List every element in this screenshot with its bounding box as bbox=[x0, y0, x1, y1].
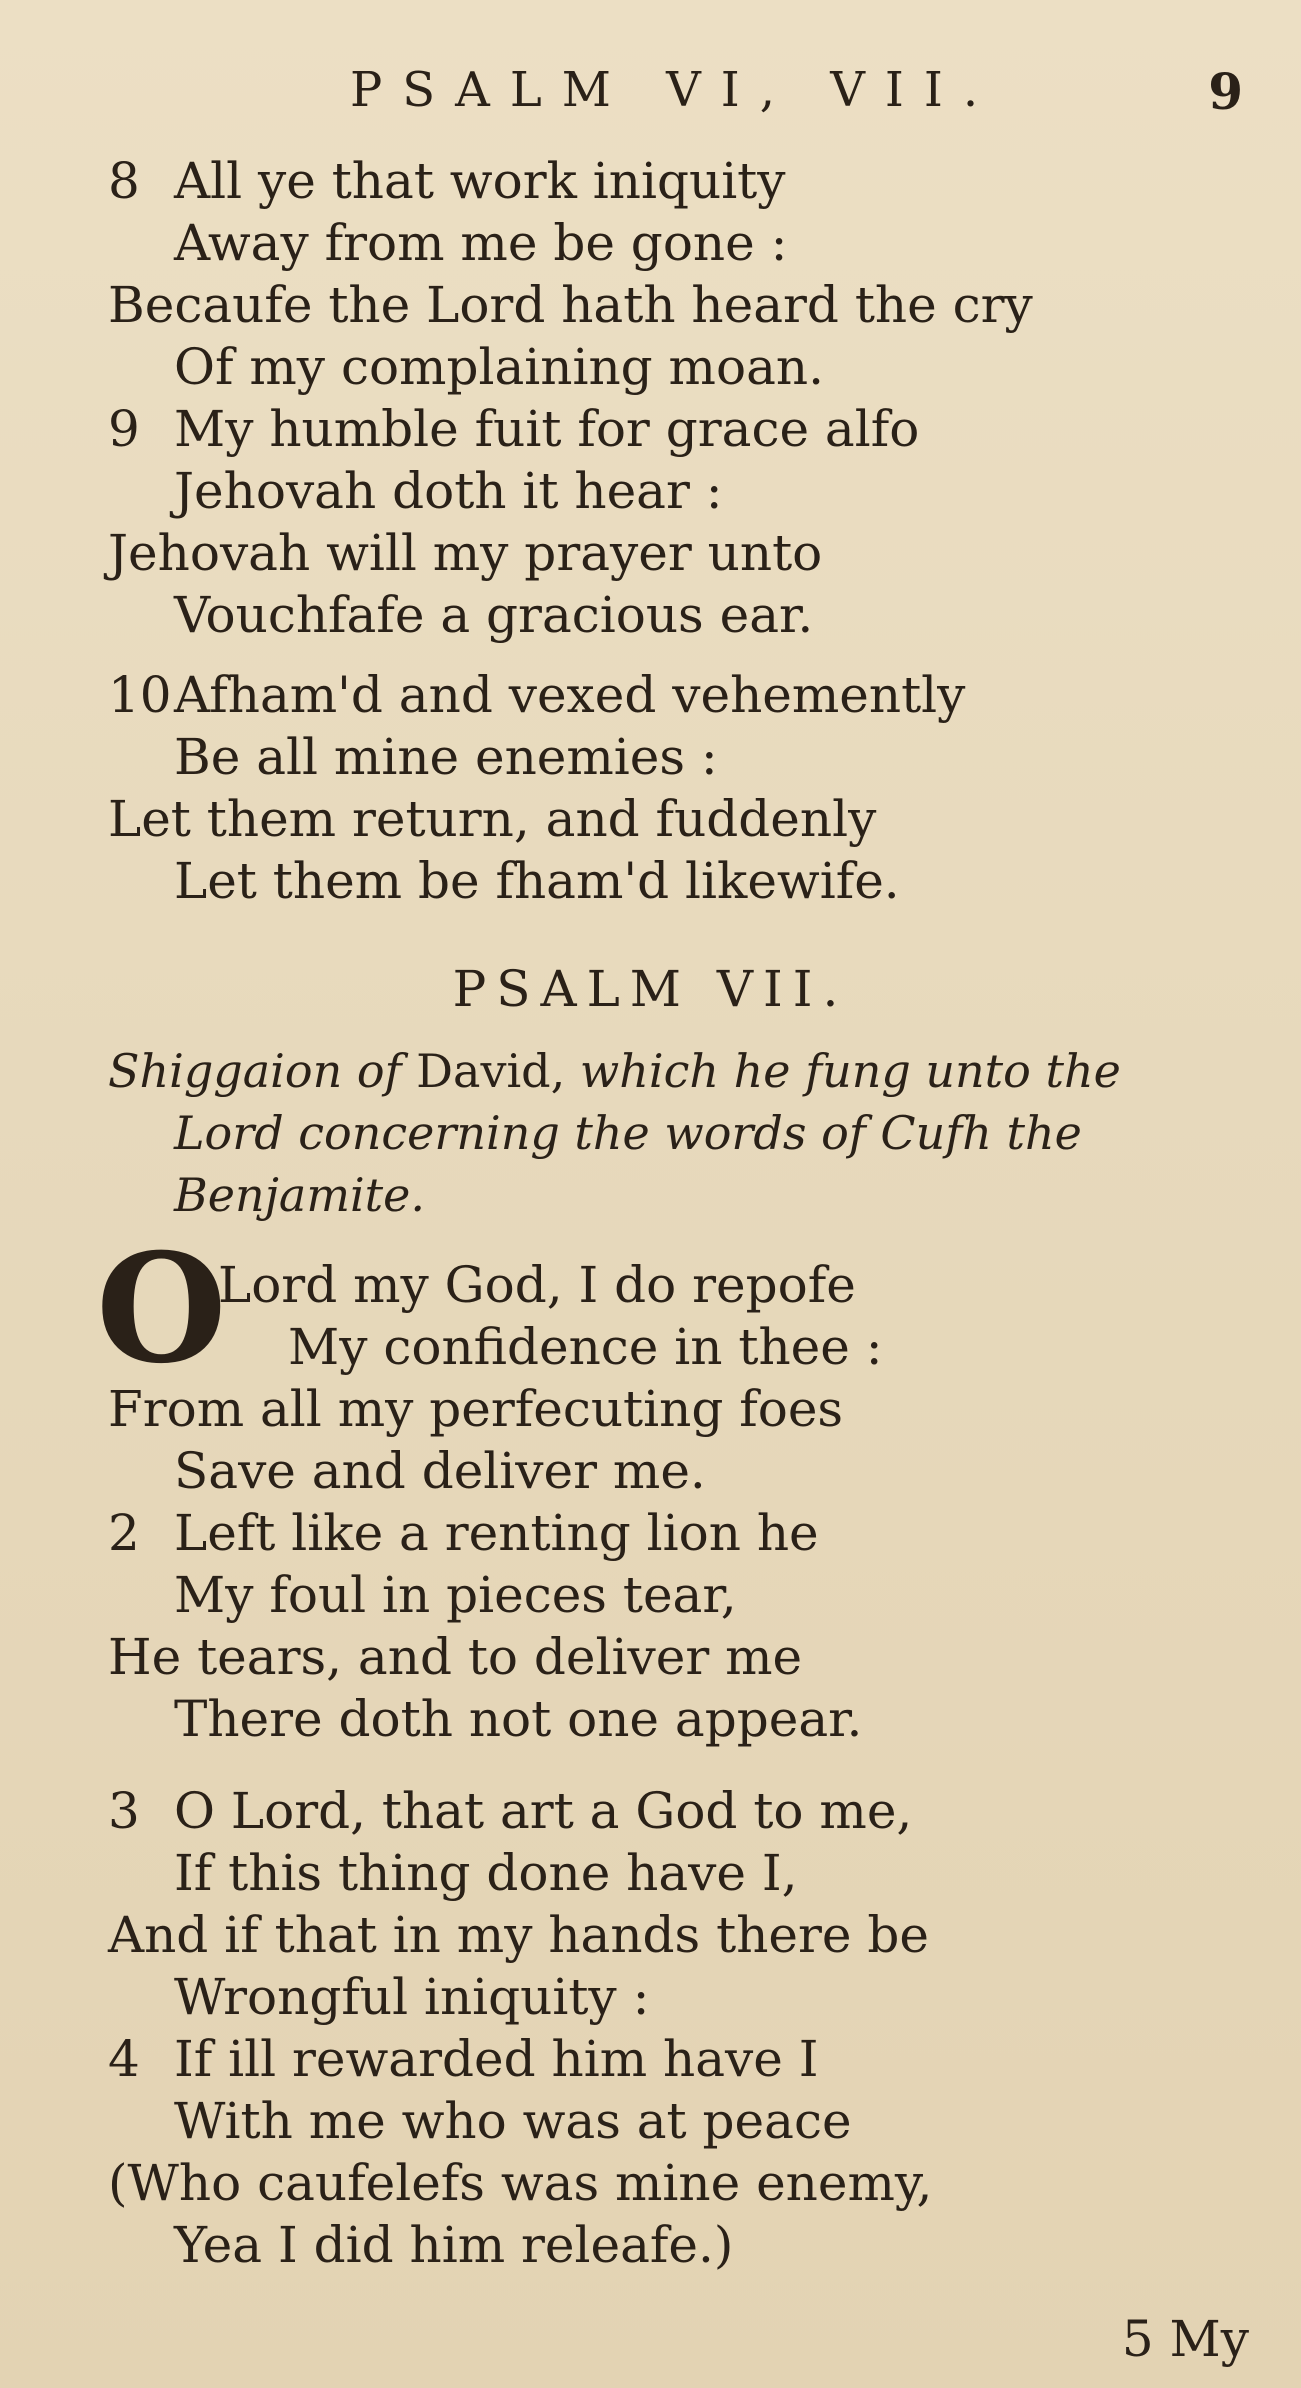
verse-text: Yea I did him releafe.) bbox=[174, 2216, 734, 2274]
verse-line bbox=[108, 664, 1228, 726]
verse-line bbox=[108, 2152, 1228, 2214]
verse-text: Be all mine enemies : bbox=[174, 728, 718, 786]
page-header bbox=[0, 62, 1301, 132]
verse-line bbox=[108, 1626, 1228, 1688]
verse-number: 10 bbox=[108, 666, 172, 724]
verse-text: My humble fuit for grace alfo bbox=[174, 400, 920, 458]
verse-text: Left like a renting lion he bbox=[174, 1504, 819, 1562]
verse-text: If ill rewarded him have I bbox=[174, 2030, 819, 2088]
verse-text: My foul in pieces tear, bbox=[174, 1566, 737, 1624]
psalm-7-stanza-1 bbox=[108, 1254, 1228, 1750]
verse-text: If this thing done have I, bbox=[174, 1844, 798, 1902]
running-head: PSALM VI, VII. bbox=[350, 62, 999, 118]
verse-line bbox=[108, 584, 1228, 646]
verse-line bbox=[108, 1780, 1228, 1842]
verse-number: 4 bbox=[108, 2030, 140, 2088]
verse-text: With me who was at peace bbox=[174, 2092, 852, 2150]
psalm-7-superscription bbox=[108, 1040, 1268, 1226]
verse-line bbox=[108, 1316, 1228, 1378]
verse-text: Of my complaining moan. bbox=[174, 338, 824, 396]
verse-line bbox=[108, 1378, 1228, 1440]
psalm-7-stanza-2 bbox=[108, 1780, 1228, 2276]
verse-line bbox=[108, 1254, 1228, 1316]
superscription-part: Lord concerning the words of Cufh the bbox=[174, 1106, 1082, 1160]
verse-text: O Lord, that art a God to me, bbox=[174, 1782, 913, 1840]
verse-text: Away from me be gone : bbox=[174, 214, 788, 272]
page-number: 9 bbox=[1208, 62, 1243, 121]
catchword: 5 My bbox=[1121, 2310, 1249, 2368]
verse-text: From all my perfecuting foes bbox=[108, 1380, 844, 1438]
verse-line bbox=[108, 1842, 1228, 1904]
verse-text: All ye that work iniquity bbox=[174, 152, 786, 210]
verse-line bbox=[108, 850, 1228, 912]
verse-line bbox=[108, 522, 1228, 584]
verse-text: Jehovah doth it hear : bbox=[174, 462, 723, 520]
verse-line bbox=[108, 336, 1228, 398]
verse-line bbox=[108, 1688, 1228, 1750]
psalm-6-verses bbox=[108, 150, 1228, 912]
verse-line bbox=[108, 212, 1228, 274]
drop-cap: O bbox=[96, 1221, 227, 1397]
verse-text: Becaufe the Lord hath heard the cry bbox=[108, 276, 1033, 334]
verse-line bbox=[108, 398, 1228, 460]
verse-line bbox=[108, 1904, 1228, 1966]
verse-line bbox=[108, 2028, 1228, 2090]
verse-line bbox=[108, 1966, 1228, 2028]
verse-text: Afham'd and vexed vehemently bbox=[174, 666, 966, 724]
verse-number: 2 bbox=[108, 1504, 140, 1562]
verse-text: Jehovah will my prayer unto bbox=[108, 524, 823, 582]
verse-line bbox=[108, 788, 1228, 850]
verse-line bbox=[108, 460, 1228, 522]
verse-line bbox=[108, 150, 1228, 212]
verse-line bbox=[108, 1564, 1228, 1626]
superscription-part: Shiggaion of bbox=[108, 1044, 402, 1098]
psalm-7-title: PSALM VII. bbox=[452, 960, 849, 1018]
verse-text: There doth not one appear. bbox=[174, 1690, 863, 1748]
verse-number: 9 bbox=[108, 400, 140, 458]
verse-number: 3 bbox=[108, 1782, 140, 1840]
verse-number: 8 bbox=[108, 152, 140, 210]
verse-text: He tears, and to deliver me bbox=[108, 1628, 803, 1686]
verse-text: Let them be fham'd likewife. bbox=[174, 852, 900, 910]
superscription-part: Benjamite. bbox=[174, 1168, 426, 1222]
verse-text: Wrongful iniquity : bbox=[174, 1968, 650, 2026]
verse-text: (Who caufelefs was mine enemy, bbox=[108, 2154, 933, 2212]
verse-text: And if that in my hands there be bbox=[108, 1906, 929, 1964]
verse-line bbox=[108, 2214, 1228, 2276]
verse-line bbox=[108, 1440, 1228, 1502]
superscription-name: David, bbox=[416, 1044, 566, 1098]
verse-line bbox=[108, 726, 1228, 788]
verse-text: Vouchfafe a gracious ear. bbox=[174, 586, 814, 644]
verse-line bbox=[108, 2090, 1228, 2152]
verse-text: Let them return, and fuddenly bbox=[108, 790, 877, 848]
superscription-part: which he fung unto the bbox=[579, 1044, 1121, 1098]
verse-text: Lord my God, I do repofe bbox=[218, 1256, 856, 1314]
verse-text: Save and deliver me. bbox=[174, 1442, 706, 1500]
verse-line bbox=[108, 1502, 1228, 1564]
verse-text: My confidence in thee : bbox=[288, 1318, 883, 1376]
verse-line bbox=[108, 274, 1228, 336]
